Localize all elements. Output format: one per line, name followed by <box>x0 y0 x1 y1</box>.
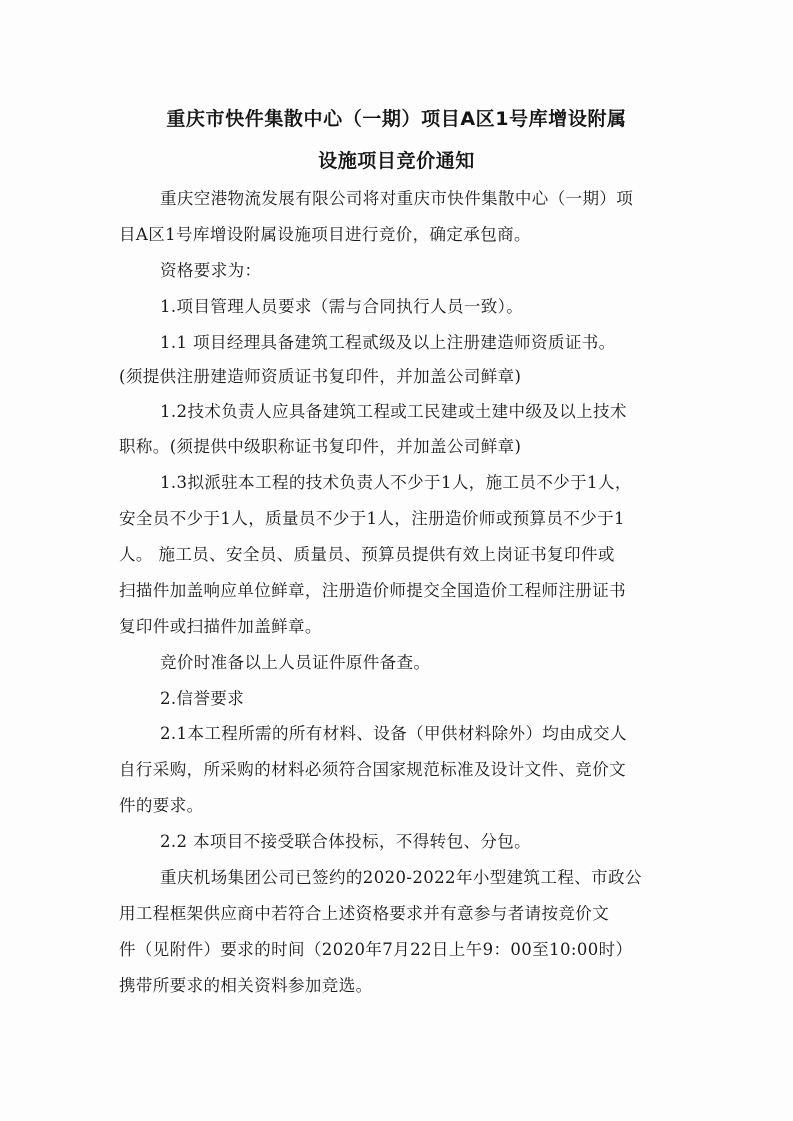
requirement-1-heading: 1.项目管理人员要求（需与合同执行人员一致）。 <box>160 297 524 316</box>
closing-paragraph-line-4: 携带所要求的相关资料参加竞选。 <box>119 976 373 995</box>
requirement-1-3-line-4: 扫描件加盖响应单位鲜章，注册造价师提交全国造价工程师注册证书 <box>119 581 626 600</box>
paragraph-intro-line-2: 目A区1号库增设附属设施项目进行竞价，确定承包商。 <box>119 225 531 244</box>
requirement-1-1-line-1: 1.1 项目经理具备建筑工程贰级及以上注册建造师资质证书。 <box>160 333 616 352</box>
requirement-1-3-line-3: 人。 施工员、安全员、质量员、预算员提供有效上岗证书复印件或 <box>119 545 615 564</box>
closing-paragraph-line-2: 用工程框架供应商中若符合上述资格要求并有意参与者请按竞价文 <box>119 904 610 923</box>
closing-paragraph-line-3: 件（见附件）要求的时间（2020年7月22日上午9：00至10:00时） <box>119 940 633 959</box>
requirement-2-2: 2.2 本项目不接受联合体投标，不得转包、分包。 <box>160 832 532 851</box>
requirement-2-1-line-2: 自行采购，所采购的材料必须符合国家规范标准及设计文件、竞价文 <box>119 760 626 779</box>
requirement-1-3-line-1: 1.3拟派驻本工程的技术负责人不少于1人，施工员不少于1人， <box>160 473 632 492</box>
requirement-2-1-line-3: 件的要求。 <box>119 796 204 815</box>
requirement-1-3-line-2: 安全员不少于1人，质量员不少于1人，注册造价师或预算员不少于1 <box>119 509 625 528</box>
document-title-line-1: 重庆市快件集散中心（一期）项目A区1号库增设附属 <box>166 108 627 130</box>
closing-paragraph-line-1: 重庆机场集团公司已签约的2020-2022年小型建筑工程、市政公 <box>160 868 642 887</box>
original-documents-note: 竞价时准备以上人员证件原件备查。 <box>160 653 431 672</box>
requirement-2-1-line-1: 2.1本工程所需的所有材料、设备（甲供材料除外）均由成交人 <box>160 724 627 743</box>
requirement-1-3-line-5: 复印件或扫描件加盖鲜章。 <box>119 617 322 636</box>
qualification-heading: 资格要求为： <box>160 261 262 280</box>
requirement-2-heading: 2.信誉要求 <box>160 689 245 708</box>
requirement-1-2-line-2: 职称。(须提供中级职称证书复印件，并加盖公司鲜章) <box>119 437 522 456</box>
requirement-1-2-line-1: 1.2技术负责人应具备建筑工程或工民建或土建中级及以上技术 <box>160 402 627 421</box>
requirement-1-1-line-2: (须提供注册建造师资质证书复印件，并加盖公司鲜章) <box>119 367 522 386</box>
document-title-line-2: 设施项目竞价通知 <box>318 150 475 172</box>
paragraph-intro-line-1: 重庆空港物流发展有限公司将对重庆市快件集散中心（一期）项 <box>160 189 634 208</box>
